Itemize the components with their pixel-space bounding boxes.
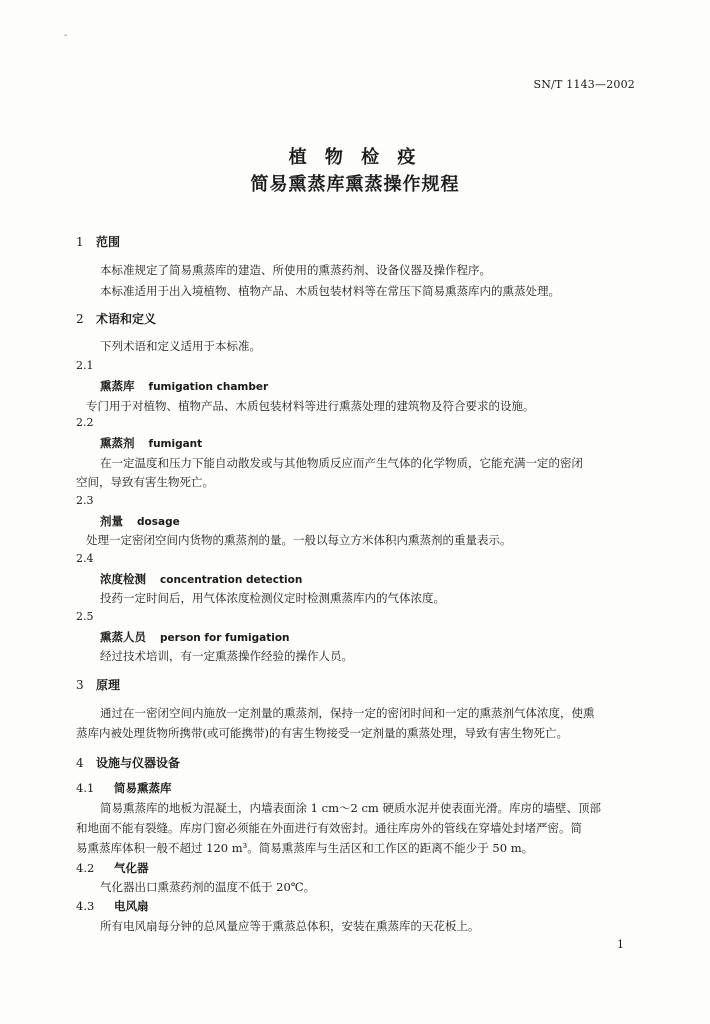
term-zh: 剂量: [100, 514, 123, 528]
term-en: dosage: [137, 516, 180, 528]
paragraph: 下列术语和定义适用于本标准。: [100, 339, 261, 353]
term-definition: 空间，导致有害生物死亡。: [76, 475, 214, 489]
clause-number: 2.5: [76, 610, 94, 623]
term-en: fumigant: [148, 438, 203, 450]
section-1-heading: [76, 233, 120, 250]
term-zh: 浓度检测: [100, 572, 146, 586]
subsection-title: 气化器: [114, 861, 149, 875]
section-4-heading: [76, 754, 180, 771]
section-number: 2: [76, 312, 84, 326]
section-title: 范围: [96, 235, 121, 249]
paragraph-line: 和地面不能有裂缝。库房门窗必须能在外面进行有效密封。通往库房外的管线在穿墙处封堵严密。简: [76, 821, 582, 835]
section-title: 原理: [96, 678, 121, 692]
term-definition: 经过技术培训，有一定熏蒸操作经验的操作人员。: [100, 649, 353, 663]
term-definition: 专门用于对植物、植物产品、木质包装材料等进行熏蒸处理的建筑物及符合要求的设施。: [86, 399, 535, 413]
title-line-1: 植 物 检 疫: [288, 147, 422, 168]
term-en: person for fumigation: [160, 632, 290, 644]
term-entry: [100, 378, 268, 394]
section-number: 3: [76, 678, 84, 692]
term-en: fumigation chamber: [148, 381, 269, 393]
subsection-4-3-heading: [76, 898, 149, 914]
section-2-heading: [76, 310, 156, 327]
subsection-number: 4.3: [76, 899, 95, 913]
term-entry: [100, 629, 290, 645]
subsection-title: 电风扇: [114, 899, 149, 913]
paragraph-line: 易熏蒸库体积一般不超过 120 m³。简易熏蒸库与生活区和工作区的距离不能少于 50 m。: [76, 841, 534, 855]
section-title: 设施与仪器设备: [96, 756, 181, 770]
paragraph-line: 通过在一密闭空间内施放一定剂量的熏蒸剂，保持一定的密闭时间和一定的熏蒸剂气体浓度，使熏: [100, 706, 595, 720]
section-number: 1: [76, 235, 84, 249]
clause-number: 2.2: [76, 416, 94, 429]
paragraph-line: 简易熏蒸库的地板为混凝土，内墙表面涂 1 cm～2 cm 硬质水泥并使表面光滑。库房的墙壁、顶部: [100, 801, 601, 815]
subsection-4-2-heading: [76, 860, 149, 876]
term-definition: 处理一定密闭空间内货物的熏蒸剂的量。一般以每立方米体积内熏蒸剂的重量表示。: [86, 533, 512, 547]
term-definition: 投药一定时间后，用气体浓度检测仪定时检测熏蒸库内的气体浓度。: [100, 591, 445, 605]
paragraph-line: 蒸库内被处理货物所携带(或可能携带)的有害生物接受一定剂量的熏蒸处理，导致有害生物死亡。: [76, 726, 568, 740]
clause-number: 2.4: [76, 552, 94, 565]
term-zh: 熏蒸剂: [100, 436, 135, 450]
paragraph: 本标准规定了简易熏蒸库的建造、所使用的熏蒸药剂、设备仪器及操作程序。: [100, 263, 491, 277]
section-3-heading: [76, 676, 120, 693]
clause-number: 2.3: [76, 494, 94, 507]
term-zh: 熏蒸人员: [100, 630, 146, 644]
term-en: concentration detection: [160, 574, 303, 586]
paragraph-line: 气化器出口熏蒸药剂的温度不低于 20℃。: [100, 880, 316, 894]
title-line-2: 简易熏蒸库熏蒸操作规程: [250, 174, 460, 195]
clause-number: 2.1: [76, 359, 94, 372]
term-entry: [100, 435, 202, 451]
paragraph: 本标准适用于出入境植物、植物产品、木质包装材料等在常压下简易熏蒸库内的熏蒸处理。: [100, 284, 560, 298]
term-entry: [100, 513, 180, 529]
section-title: 术语和定义: [96, 312, 157, 326]
page-number: 1: [617, 938, 624, 951]
subsection-number: 4.1: [76, 781, 95, 795]
term-zh: 熏蒸库: [100, 379, 135, 393]
subsection-title: 简易熏蒸库: [114, 781, 172, 795]
subsection-4-1-heading: [76, 780, 172, 796]
term-definition: 在一定温度和压力下能自动散发或与其他物质反应而产生气体的化学物质，它能充满一定的密闭: [100, 456, 583, 470]
corner-mark: -: [64, 30, 68, 41]
subsection-number: 4.2: [76, 861, 95, 875]
term-entry: [100, 571, 302, 587]
section-number: 4: [76, 756, 84, 770]
standard-number: SN/T 1143—2002: [533, 78, 635, 91]
paragraph-line: 所有电风扇每分钟的总风量应等于熏蒸总体积，安装在熏蒸库的天花板上。: [100, 919, 480, 933]
